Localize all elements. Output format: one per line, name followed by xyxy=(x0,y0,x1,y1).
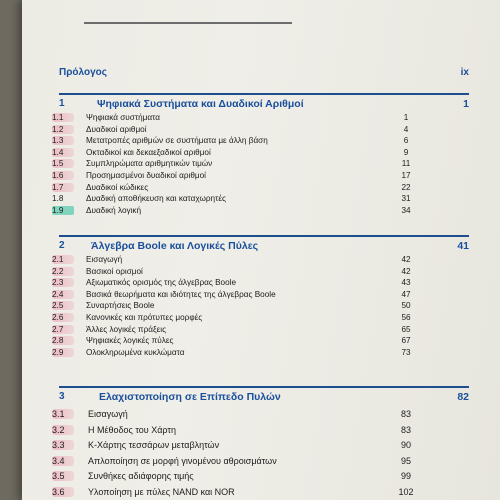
section-title: Μετατροπές αριθμών σε συστήματα με άλλη βάση xyxy=(86,136,268,146)
preface-page: ix xyxy=(460,67,469,78)
section-page: 11 xyxy=(401,159,411,169)
toc-section-row xyxy=(48,325,418,337)
section-page: 95 xyxy=(400,455,411,466)
preface-title: Πρόλογος xyxy=(59,67,107,78)
section-number: 2.6 xyxy=(52,313,74,322)
chapter-page: 1 xyxy=(463,98,469,110)
section-title: Δυαδική αποθήκευση και καταχωρητές xyxy=(86,194,226,204)
toc-section-row xyxy=(48,206,418,218)
section-title: Εισαγωγή xyxy=(86,255,123,264)
section-page: 9 xyxy=(403,147,409,157)
section-number: 1.9 xyxy=(52,206,74,215)
section-number: 1.8 xyxy=(52,194,64,204)
toc-section-row xyxy=(48,456,418,472)
section-title: Δυαδικοί αριθμοί xyxy=(86,124,147,134)
section-number: 2.7 xyxy=(52,325,74,334)
section-number: 1.3 xyxy=(52,136,74,145)
section-number: 3.3 xyxy=(52,440,74,450)
section-page: 83 xyxy=(400,424,411,435)
section-title: Υλοποίηση με πύλες NAND και NOR xyxy=(88,486,235,497)
chapter-number: 3 xyxy=(59,391,65,402)
toc-section-row xyxy=(48,487,418,500)
section-page: 4 xyxy=(403,124,409,134)
toc-section-row xyxy=(48,409,418,425)
section-title: Ψηφιακά συστήματα xyxy=(86,113,160,122)
section-number: 1.7 xyxy=(52,183,74,192)
section-number: 2.2 xyxy=(52,267,74,276)
preface-entry xyxy=(59,67,469,78)
section-number: 1.1 xyxy=(52,113,74,122)
section-page: 1 xyxy=(403,113,409,122)
section-page: 43 xyxy=(401,278,411,288)
section-title: Δυαδική λογική xyxy=(86,205,142,215)
section-page: 34 xyxy=(401,205,411,215)
section-page: 73 xyxy=(401,347,411,357)
chapter-3-heading xyxy=(59,386,469,403)
section-page: 17 xyxy=(401,170,411,180)
toc-section-row xyxy=(48,159,418,171)
toc-section-row xyxy=(48,125,418,137)
toc-section-row xyxy=(48,136,418,148)
section-title: Κ-Χάρτης τεσσάρων μεταβλητών xyxy=(88,440,220,451)
section-number: 3.2 xyxy=(52,425,74,435)
chapter-title: Άλγεβρα Boole και Λογικές Πύλες xyxy=(91,240,259,252)
toc-section-row xyxy=(48,183,418,195)
section-title: Κανονικές και πρότυπες μορφές xyxy=(86,312,203,322)
chapter-3-sections xyxy=(48,409,418,500)
chapter-1-sections xyxy=(48,113,418,217)
section-title: Βασικά θεωρήματα και ιδιότητες της άλγεβρας Boole xyxy=(86,289,276,299)
chapter-number: 2 xyxy=(59,240,65,251)
chapter-2-sections xyxy=(48,255,418,359)
section-number: 2.3 xyxy=(52,278,74,287)
toc-section-row xyxy=(48,336,418,348)
chapter-page: 41 xyxy=(457,240,469,252)
section-number: 1.2 xyxy=(52,125,74,134)
section-page: 47 xyxy=(401,289,411,299)
section-page: 90 xyxy=(400,440,411,451)
section-title: Οκταδικοί και δεκαεξαδικοί αριθμοί xyxy=(86,147,211,157)
section-number: 3.5 xyxy=(52,471,74,481)
section-number: 1.4 xyxy=(52,148,74,157)
section-page: 99 xyxy=(400,471,411,482)
section-page: 83 xyxy=(400,409,411,419)
section-title: Βασικοί ορισμοί xyxy=(86,266,143,276)
section-title: Προσημασμένοι δυαδικοί αριθμοί xyxy=(86,170,206,180)
section-title: Άλλες λογικές πράξεις xyxy=(86,324,167,334)
section-title: Απλοποίηση σε μορφή γινομένου αθροισμάτων xyxy=(88,455,277,466)
toc-section-row xyxy=(48,290,418,302)
section-number: 2.1 xyxy=(52,255,74,264)
section-page: 50 xyxy=(401,301,411,311)
section-title: Αξιωματικός ορισμός της άλγεβρας Boole xyxy=(86,278,237,288)
toc-section-row xyxy=(48,113,418,125)
toc-section-row xyxy=(48,313,418,325)
toc-section-row xyxy=(48,148,418,160)
chapter-title: Ψηφιακά Συστήματα και Δυαδικοί Αριθμοί xyxy=(97,98,304,110)
top-rule xyxy=(84,22,292,24)
section-number: 2.4 xyxy=(52,290,74,299)
section-number: 1.6 xyxy=(52,171,74,180)
section-page: 42 xyxy=(401,255,411,264)
section-title: Συμπληρώματα αριθμητικών τιμών xyxy=(86,159,213,169)
section-title: Δυαδικοί κώδικες xyxy=(86,182,149,192)
section-page: 56 xyxy=(401,312,411,322)
section-number: 3.1 xyxy=(52,409,74,419)
chapter-2-heading xyxy=(59,235,469,252)
chapter-1-heading xyxy=(59,93,469,110)
section-number: 2.9 xyxy=(52,348,74,357)
chapter-page: 82 xyxy=(457,391,469,403)
section-number: 3.6 xyxy=(52,487,74,497)
section-page: 31 xyxy=(401,194,411,204)
section-number: 2.8 xyxy=(52,336,74,345)
toc-section-row xyxy=(48,267,418,279)
section-number: 2.5 xyxy=(52,301,74,310)
toc-section-row xyxy=(48,440,418,456)
toc-section-row xyxy=(48,278,418,290)
section-page: 65 xyxy=(401,324,411,334)
toc-section-row xyxy=(48,171,418,183)
toc-section-row xyxy=(48,301,418,313)
section-page: 6 xyxy=(403,136,409,146)
section-title: Ολοκληρωμένα κυκλώματα xyxy=(86,347,185,357)
toc-section-row xyxy=(48,255,418,267)
section-title: Ψηφιακές λογικές πύλες xyxy=(86,336,174,346)
section-title: Εισαγωγή xyxy=(88,409,128,419)
section-title: Η Μέθοδος του Χάρτη xyxy=(88,424,176,435)
chapter-title: Ελαχιστοποίηση σε Επίπεδο Πυλών xyxy=(99,391,281,403)
toc-section-row xyxy=(48,471,418,487)
section-page: 42 xyxy=(401,266,411,276)
section-title: Συνθήκες αδιάφορης τιμής xyxy=(88,471,194,482)
toc-section-row xyxy=(48,425,418,441)
toc-section-row xyxy=(48,348,418,360)
section-page: 22 xyxy=(401,182,411,192)
section-title: Συναρτήσεις Boole xyxy=(86,301,155,311)
section-page: 67 xyxy=(401,336,411,346)
section-number: 3.4 xyxy=(52,456,74,466)
chapter-number: 1 xyxy=(59,98,65,109)
toc-section-row xyxy=(48,194,418,206)
book-page xyxy=(22,0,500,500)
section-number: 1.5 xyxy=(52,159,74,168)
section-page: 102 xyxy=(398,486,414,497)
